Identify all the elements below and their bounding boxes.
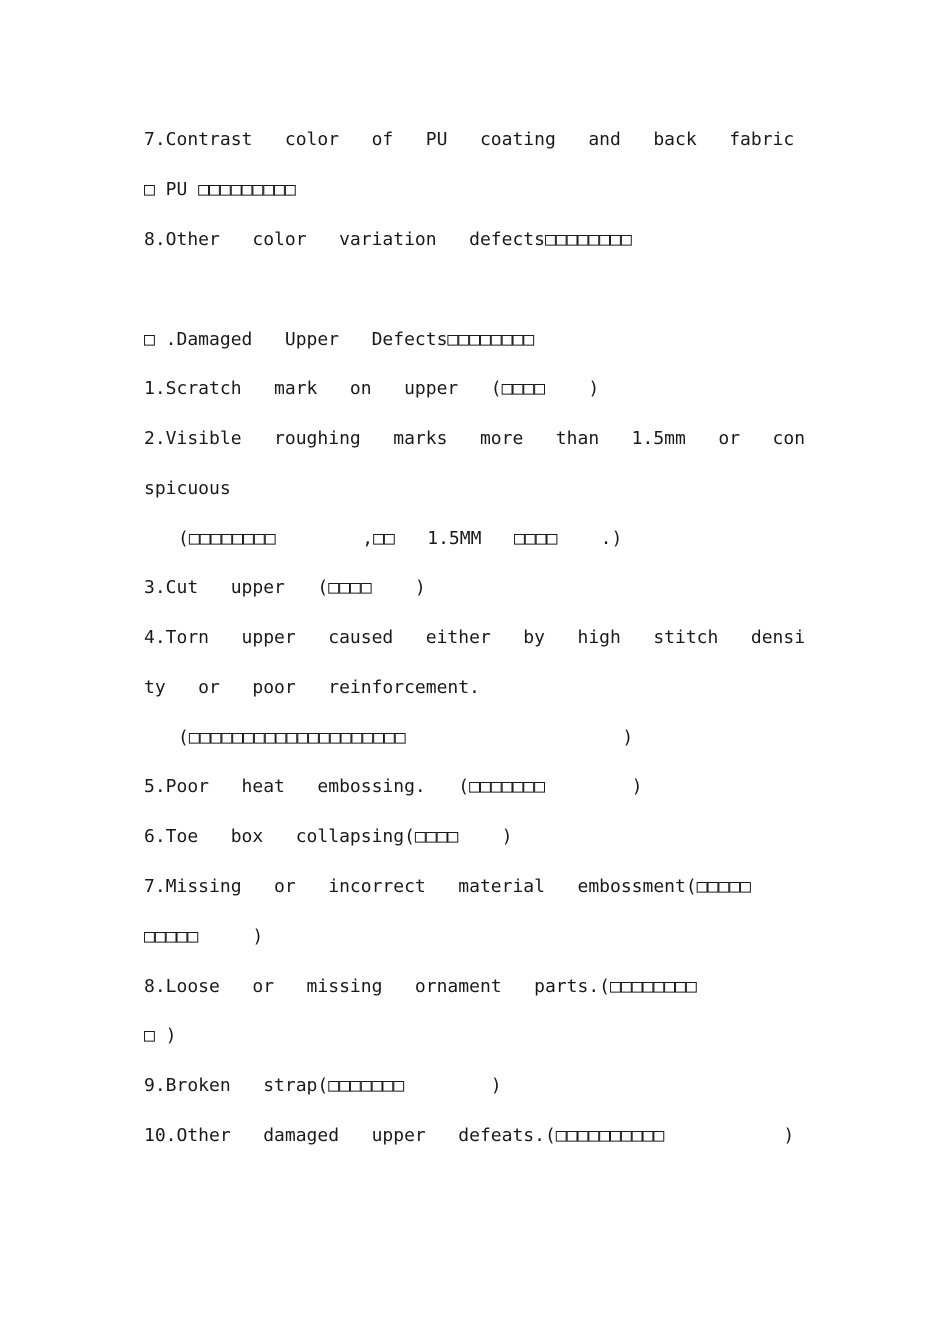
text-line: 1.Scratch mark on upper (□□□□ ) [144,378,600,399]
text-line: (□□□□□□□□ ,□□ 1.5MM □□□□ .) [178,528,623,549]
text-line: □□□□□ ) [144,926,264,947]
text-line: 3.Cut upper (□□□□ ) [144,577,426,598]
text-line: ty or poor reinforcement. [144,677,480,698]
section-heading: □ .Damaged Upper Defects□□□□□□□□ [144,329,535,350]
text-line: 9.Broken strap(□□□□□□□ ) [144,1075,502,1096]
text-line: 8.Loose or missing ornament parts.(□□□□□□□□ [144,976,697,997]
text-line: 10.Other damaged upper defeats.(□□□□□□□□□□ ) [144,1125,795,1146]
text-line: 6.Toe box collapsing(□□□□ ) [144,826,513,847]
text-line: (□□□□□□□□□□□□□□□□□□□□ ) [178,727,634,748]
text-line: spicuous [144,478,231,499]
text-line: □ PU □□□□□□□□□ [144,179,296,200]
text-line: 8.Other color variation defects□□□□□□□□ [144,229,632,250]
text-line: 5.Poor heat embossing. (□□□□□□□ ) [144,776,643,797]
text-line: 7.Missing or incorrect material embossment(□□□□□ [144,876,751,897]
text-line: □ ) [144,1025,177,1046]
text-line: 4.Torn upper caused either by high stitch densi [144,627,806,648]
text-line: 2.Visible roughing marks more than 1.5mm or con [144,428,806,449]
text-line: 7.Contrast color of PU coating and back fabric [144,129,795,150]
